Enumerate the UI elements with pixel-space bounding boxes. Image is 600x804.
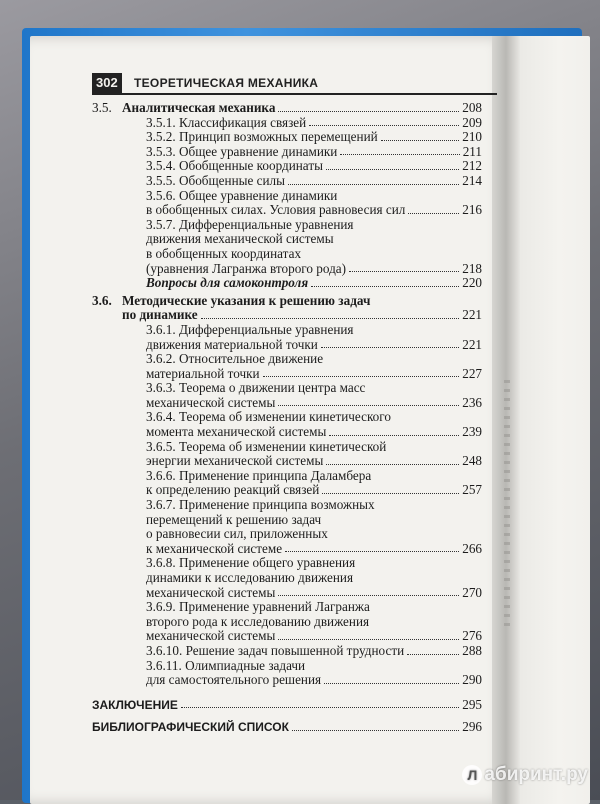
toc-entry-title: в обобщенных координатах [146, 245, 302, 261]
toc-page-number: 239 [462, 424, 482, 440]
toc-entry-title: механической системы [146, 394, 276, 410]
toc-page-number: 211 [462, 143, 482, 159]
toc-entry [92, 698, 482, 713]
toc-page-number: 216 [462, 202, 482, 218]
toc-leader-dots [407, 654, 459, 655]
toc-leader-dots [278, 405, 459, 406]
toc-entry-title: перемещений к решению задач [146, 511, 322, 527]
toc-leader-dots [278, 595, 459, 596]
toc-entry-title: 3.6.7. Применение принципа возможных [146, 497, 375, 513]
toc-entry [92, 381, 482, 410]
toc-entry-title: движения механической системы [146, 231, 334, 247]
toc-leader-dots [278, 639, 459, 640]
toc-page-number: 257 [462, 482, 482, 498]
toc-entry-title: 3.5.3. Общее уравнение динамики [146, 143, 338, 159]
toc-page-number: 214 [462, 172, 482, 188]
toc-page-number: 288 [462, 642, 482, 658]
toc-entry-title: механической системы [146, 628, 276, 644]
toc-leader-dots [285, 551, 459, 552]
toc-entry [92, 294, 482, 323]
toc-entry-title: 3.6.4. Теорема об изменении кинетического [146, 409, 391, 425]
toc-entry-title: механической системы [146, 584, 276, 600]
toc-entry-title: 3.5.6. Общее уравнение динамики [146, 187, 338, 203]
toc-page-number: 221 [462, 307, 482, 323]
toc-entry-title: Вопросы для самоконтроля [146, 275, 309, 291]
toc-page-number: 296 [462, 719, 482, 735]
toc-entry [92, 189, 482, 218]
toc-page-number: 276 [462, 628, 482, 644]
toc-entry [92, 145, 482, 160]
toc-leader-dots [322, 493, 459, 494]
toc-entry-title: 3.6.1. Дифференциальные уравнения [146, 321, 354, 337]
toc-entry-title: 3.5.5. Обобщенные силы [146, 172, 285, 188]
toc-entry-title: БИБЛИОГРАФИЧЕСКИЙ СПИСОК [92, 720, 289, 735]
toc-page-number: 212 [462, 158, 482, 174]
toc-entry-title: о равновесии сил, приложенных [146, 526, 328, 542]
toc-entry [92, 410, 482, 439]
toc-entry-title: (уравнения Лагранжа второго рода) [146, 260, 347, 276]
toc-entry-title: к определению реакций связей [146, 482, 320, 498]
toc-entry [92, 440, 482, 469]
toc-entry [92, 323, 482, 352]
toc-entry-title: 3.6.10. Решение задач повышенной трудности [146, 642, 405, 658]
toc-entry-title: 3.5.1. Классификация связей [146, 114, 307, 130]
toc-page-number: 248 [462, 453, 482, 469]
toc-leader-dots [181, 707, 459, 708]
toc-entry-title: второго рода к исследованию движения [146, 613, 370, 629]
toc-entry-title: движения материальной точки [146, 336, 318, 352]
toc-entry [92, 644, 482, 659]
toc-entry-title: 3.6.11. Олимпиадные задачи [146, 657, 306, 673]
toc-entry-title: 3.6.9. Применение уравнений Лагранжа [146, 599, 370, 615]
toc-leader-dots [324, 683, 459, 684]
binding-stitches [504, 380, 510, 630]
toc-entry-title: 3.6.2. Относительное движение [146, 351, 324, 367]
toc-entry-title: динамики к исследованию движения [146, 570, 354, 585]
toc-page-number: 218 [462, 260, 482, 276]
toc-leader-dots [381, 140, 460, 141]
toc-entry [92, 352, 482, 381]
toc-leader-dots [321, 347, 459, 348]
toc-entry [92, 130, 482, 145]
toc-entry-title: 3.6.6. Применение принципа Даламбера [146, 467, 372, 483]
toc-entry-title: по динамике [122, 307, 198, 323]
toc-entry [92, 218, 482, 276]
toc-section-number: 3.5. [92, 100, 112, 115]
toc-leader-dots [326, 169, 459, 170]
toc-entry [92, 174, 482, 189]
toc-entry-title: в обобщенных силах. Условия равновесия сил [146, 202, 406, 218]
toc-leader-dots [278, 111, 459, 112]
toc-entry-title: материальной точки [146, 365, 260, 381]
toc-leader-dots [340, 154, 459, 155]
toc-leader-dots [408, 213, 459, 214]
right-page [512, 36, 590, 804]
toc-leader-dots [201, 318, 460, 319]
page-header [92, 73, 497, 95]
toc-entry [92, 159, 482, 174]
labirint-logo-icon: Л [462, 765, 482, 785]
toc-page-number: 208 [462, 100, 482, 115]
toc-entry-title: Аналитическая механика [122, 100, 276, 115]
toc-entry-title: 3.5.4. Обобщенные координаты [146, 158, 323, 174]
toc-entry [92, 469, 482, 498]
toc-entry-title: к механической системе [146, 540, 283, 556]
toc-leader-dots [326, 464, 459, 465]
toc-entry-title: 3.6.8. Применение общего уравнения [146, 555, 356, 571]
toc-page-number: 270 [462, 584, 482, 600]
toc-leader-dots [309, 125, 459, 126]
toc-entry [92, 720, 482, 735]
toc-leader-dots [349, 271, 459, 272]
toc-entry-title: Методические указания к решению задач [122, 292, 371, 308]
toc-leader-dots [329, 435, 459, 436]
toc-entry-title: 3.6.5. Теорема об изменении кинетической [146, 438, 387, 454]
toc-page-number: 220 [462, 275, 482, 291]
watermark [462, 764, 588, 786]
table-of-contents [92, 101, 482, 735]
page-number: 302 [92, 73, 122, 93]
toc-page-number: 209 [462, 114, 482, 130]
toc-page-number: 210 [462, 129, 482, 145]
toc-entry-title: 3.6.3. Теорема о движении центра масс [146, 380, 366, 396]
toc-entry [92, 659, 482, 688]
toc-page-number: 266 [462, 540, 482, 556]
toc-entry [92, 498, 482, 556]
toc-entry-title: 3.5.2. Принцип возможных перемещений [146, 129, 378, 145]
toc-page-number: 227 [462, 365, 482, 381]
toc-leader-dots [311, 286, 459, 287]
toc-page-number: 221 [462, 336, 482, 352]
toc-entry [92, 116, 482, 131]
toc-entry [92, 276, 482, 291]
toc-entry [92, 556, 482, 600]
toc-page-number: 236 [462, 394, 482, 410]
toc-entry-title: для самостоятельного решения [146, 672, 322, 688]
toc-leader-dots [288, 184, 459, 185]
toc-entry-title: энергии механической системы [146, 453, 324, 469]
toc-entry [92, 600, 482, 644]
toc-entry-title: момента механической системы [146, 424, 327, 440]
toc-entry-title: 3.5.7. Дифференциальные уравнения [146, 216, 354, 232]
toc-section-number: 3.6. [92, 292, 112, 308]
toc-entry [92, 101, 482, 116]
toc-leader-dots [263, 376, 460, 377]
running-head: ТЕОРЕТИЧЕСКАЯ МЕХАНИКА [134, 76, 319, 90]
toc-page-number: 290 [462, 672, 482, 688]
watermark-text: абиринт.ру [484, 764, 588, 785]
toc-page-number: 295 [462, 696, 482, 712]
toc-leader-dots [292, 730, 459, 731]
toc-entry-title: ЗАКЛЮЧЕНИЕ [92, 697, 178, 712]
